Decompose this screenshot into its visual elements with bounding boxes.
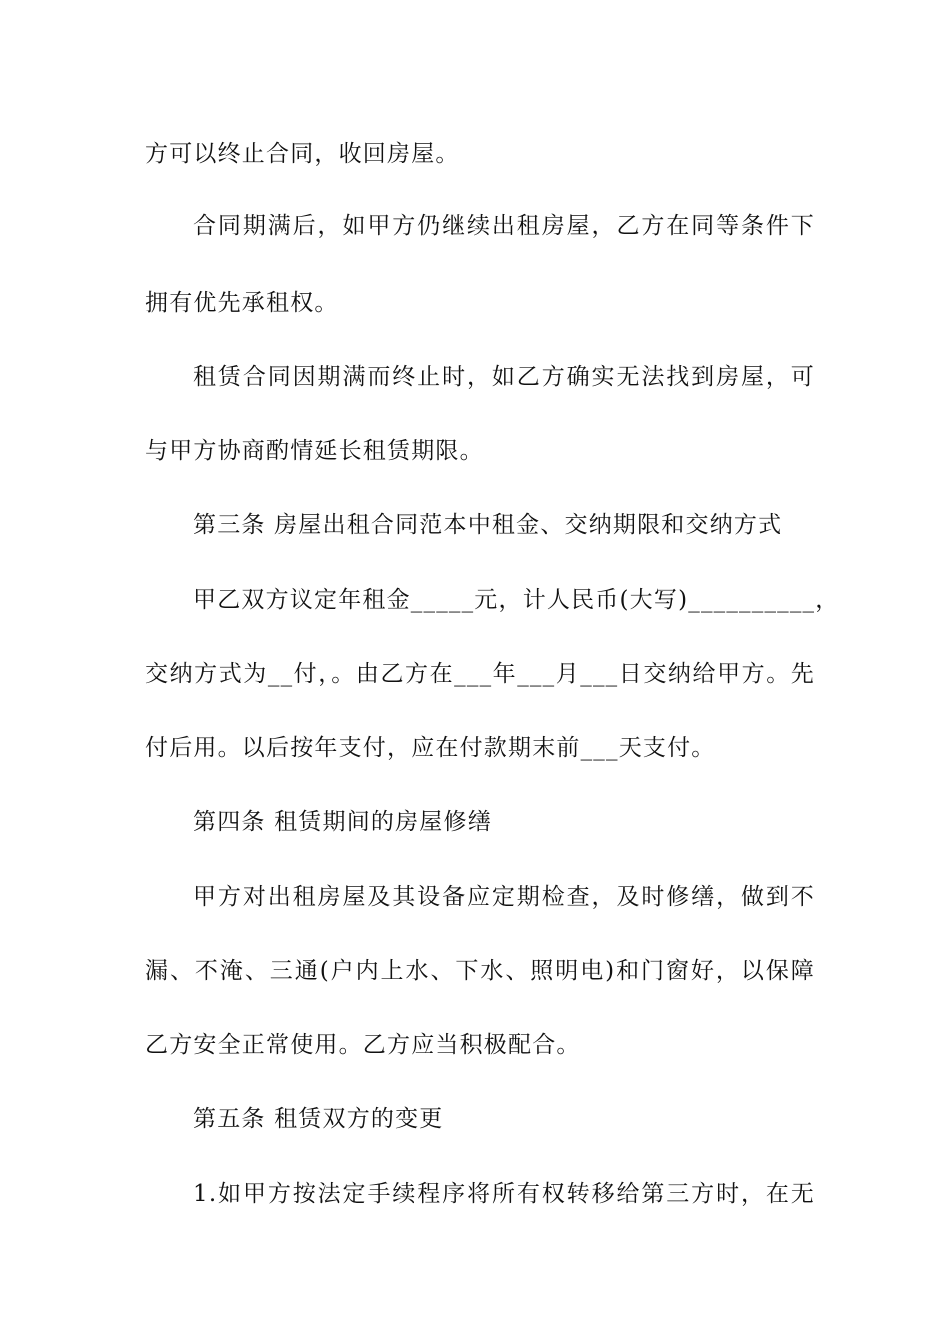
text-line: 漏、不淹、三通(户内上水、下水、照明电)和门窗好，以保障 [145, 958, 815, 984]
text-line: 交纳方式为__付，。由乙方在___年___月___日交纳给甲方。先 [145, 661, 815, 687]
text-line: 与甲方协商酌情延长租赁期限。 [145, 438, 484, 464]
text-line: 甲方对出租房屋及其设备应定期检查，及时修缮，做到不 [193, 884, 815, 910]
section-heading: 第四条 租赁期间的房屋修缮 [193, 809, 492, 835]
text-line: 租赁合同因期满而终止时，如乙方确实无法找到房屋，可 [193, 364, 815, 390]
text-line: 1.如甲方按法定手续程序将所有权转移给第三方时，在无 [193, 1181, 815, 1207]
section-heading: 第三条 房屋出租合同范本中租金、交纳期限和交纳方式 [193, 512, 783, 538]
text-line: 方可以终止合同，收回房屋。 [145, 141, 460, 167]
text-line: 付后用。以后按年支付，应在付款期末前___天支付。 [145, 735, 716, 761]
section-heading: 第五条 租赁双方的变更 [193, 1106, 444, 1132]
text-line: 甲乙双方议定年租金_____元，计人民币(大写)__________， [193, 587, 840, 613]
text-line: 拥有优先承租权。 [145, 290, 339, 316]
text-line: 合同期满后，如甲方仍继续出租房屋，乙方在同等条件下 [193, 213, 815, 239]
text-line: 乙方安全正常使用。乙方应当积极配合。 [145, 1032, 581, 1058]
